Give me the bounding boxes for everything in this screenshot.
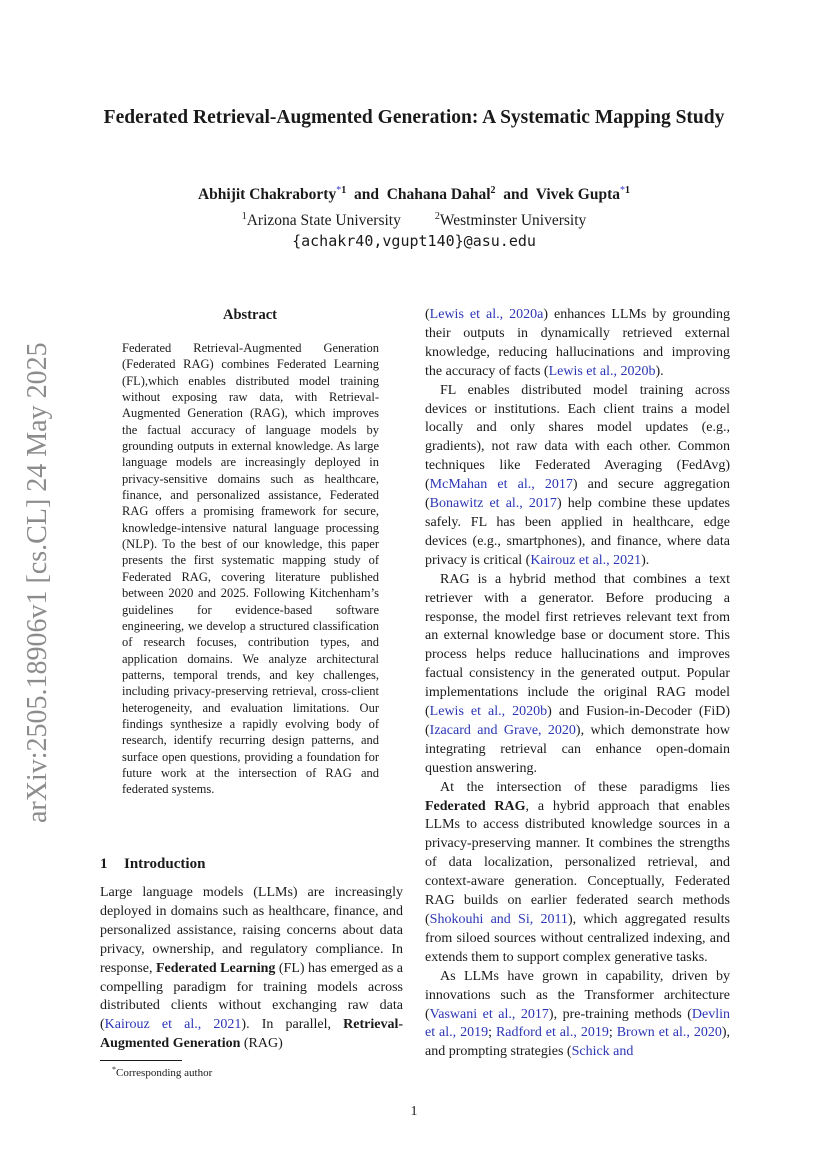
key-term: Retrieval-Augmented Generation xyxy=(100,1017,404,1052)
contact-email: {achakr40,vgupt140}@asu.edu xyxy=(292,232,536,250)
body-paragraph: RAG is a hybrid method that combines a text retriever with a generator. Before producing a response, the model first retrieves relevant text from an external knowledge base or document store. This process helps reduce hallucinations and improves factual consistency in the generated output. Popular implementations include the original RAG model (Lewis et al., 2020b) and Fusion-in-Decoder (FiD) (Izacard and Grave, 2020), which demonstrate how integrating retrieval can enhance open-domain question answering. xyxy=(425,571,730,776)
author-footnote-mark: * xyxy=(336,185,342,196)
citation-link[interactable]: Kairouz et al., 2021 xyxy=(104,1017,242,1033)
citation-link[interactable]: Vaswani et al., 2017 xyxy=(429,1006,549,1022)
affiliation-mark: 2 xyxy=(434,211,440,222)
key-term: Federated RAG xyxy=(425,798,526,814)
author-separator: and xyxy=(353,186,379,203)
author-footnote-mark: * xyxy=(620,185,626,196)
arxiv-identifier-text: arXiv:2505.18906v1 [cs.CL] 24 May 2025 xyxy=(22,342,53,823)
section-number: 1 xyxy=(100,856,108,872)
citation-link[interactable]: Devlin et al., 2019 xyxy=(425,1006,730,1041)
author-name: Abhijit Chakraborty xyxy=(197,186,337,203)
body-paragraph: As LLMs have grown in capability, driven by innovations such as the Transformer architecture (Vaswani et al., 2017), pre-training methods (Devlin et al., 2019; Radford et al., 2019; Brown et al., 2020), and prompting strategies (Schick and xyxy=(425,968,730,1060)
section-heading xyxy=(100,855,400,873)
body-paragraph: At the intersection of these paradigms lies Federated RAG, a hybrid approach that enables LLMs to access distributed knowledge sources in a privacy-preserving manner. It combines the strengths of data localization, personalized retrieval, and context-aware generation. Conceptually, Federated RAG builds on earlier federated search methods (Shokouhi and Si, 2011), which aggregated results from siloed sources without centralized indexing, and extends them to support complex generative tasks. xyxy=(425,779,730,965)
citation-link[interactable]: Izacard and Grave, 2020 xyxy=(429,722,576,738)
citation-link[interactable]: Lewis et al., 2020a xyxy=(429,307,544,322)
citation-link[interactable]: Radford et al., 2019 xyxy=(495,1025,609,1041)
citation-link[interactable]: Lewis et al., 2020b xyxy=(548,363,656,379)
footnote xyxy=(112,1063,402,1080)
footnote-mark: * xyxy=(112,1065,116,1074)
citation-link[interactable]: Lewis et al., 2020b xyxy=(429,704,548,720)
body-text: (RAG) xyxy=(240,1036,283,1052)
footnote-divider xyxy=(100,1060,182,1061)
arxiv-identifier xyxy=(23,330,53,835)
page-number: 1 xyxy=(410,1104,418,1119)
footnote-text: Corresponding author xyxy=(116,1067,213,1079)
citation-link[interactable]: McMahan et al., 2017 xyxy=(429,477,573,493)
body-text: (FL) has emerged as a compelling paradigm for training models across distributed clients without exchanging raw data ( xyxy=(100,960,404,1033)
citation-link[interactable]: Kairouz et al., 2021 xyxy=(530,552,642,568)
citation-link[interactable]: Schick and xyxy=(571,1044,634,1060)
affiliation-name: Westminster University xyxy=(439,212,587,229)
body-text: Large language models (LLMs) are increasingly deployed in domains such as healthcare, finance, and personalized assistance, raising concerns about data privacy, ownership, and regulatory compliance. In response, xyxy=(100,885,403,976)
body-paragraph: FL enables distributed model training across devices or institutions. Each client trains a model locally and only shares model updates (e.g., gradients), not raw data with each other. Common techniques like Federated Averaging (FedAvg) (McMahan et al., 2017) and secure aggregation (Bonawitz et al., 2017) help combine these updates safely. FL has been applied in healthcare, edge devices (e.g., smartphones), and finance, where data privacy is critical (Kairouz et al., 2021). xyxy=(425,382,731,568)
affiliation-mark: 1 xyxy=(241,211,247,222)
paper-title: Federated Retrieval-Augmented Generation: A Systematic Mapping Study xyxy=(103,107,725,128)
introduction-paragraph xyxy=(100,884,403,1054)
author-name: Chahana Dahal xyxy=(386,186,491,203)
citation-link[interactable]: Brown et al., 2020 xyxy=(616,1025,722,1041)
author-name: Vivek Gupta xyxy=(535,186,621,203)
author-list xyxy=(100,181,728,205)
affiliation-name: Arizona State University xyxy=(246,212,401,229)
abstract-text: Federated Retrieval-Augmented Generation (Federated RAG) combines Federated Learning (FL),which enables distributed model training without exposing raw data, with Retrieval-Augmented Generation (RAG), which improves the factual accuracy of language models by grounding outputs in external knowledge. As large language models are increasingly deployed in privacy-sensitive domains such as healthcare, finance, and personalized assistance, Federated RAG offers a promising framework for secure, knowledge-intensive natural language processing (NLP). To the best of our knowledge, this paper presents the first systematic mapping study of Federated RAG, covering literature published between 2020 and 2025. Following Kitchenham’s guidelines for evidence-based software engineering, we develop a structured classification of research focuses, contribution types, and application domains. We analyze architectural patterns, temporal trends, and key challenges, including privacy-preserving retrieval, cross-client heterogeneity, and evaluation limitations. Our findings synthesize a rapidly evolving body of research, identify recurring design patterns, and surface open questions, providing a foundation for future work at the intersection of RAG and federated systems. xyxy=(122,341,379,797)
citation-link[interactable]: Bonawitz et al., 2017 xyxy=(429,496,557,512)
body-paragraph: (Lewis et al., 2020a) enhances LLMs by grounding their outputs in dynamically retrieved external knowledge, reducing hallucinations and improving the accuracy of facts (Lewis et al., 2020b). xyxy=(425,307,730,379)
citation-link[interactable]: Shokouhi and Si, 2011 xyxy=(429,912,568,927)
affiliation-list xyxy=(100,207,728,231)
abstract-heading: Abstract xyxy=(223,307,277,323)
body-text: ). In parallel, xyxy=(241,1017,344,1033)
right-column xyxy=(425,306,730,1062)
author-affiliation-mark: 1 xyxy=(625,185,631,196)
section-title: Introduction xyxy=(124,856,206,872)
key-term: Federated Learning xyxy=(156,960,276,976)
author-separator: and xyxy=(503,186,529,203)
author-affiliation-mark: 2 xyxy=(490,185,496,196)
author-affiliation-mark: 1 xyxy=(341,185,347,196)
